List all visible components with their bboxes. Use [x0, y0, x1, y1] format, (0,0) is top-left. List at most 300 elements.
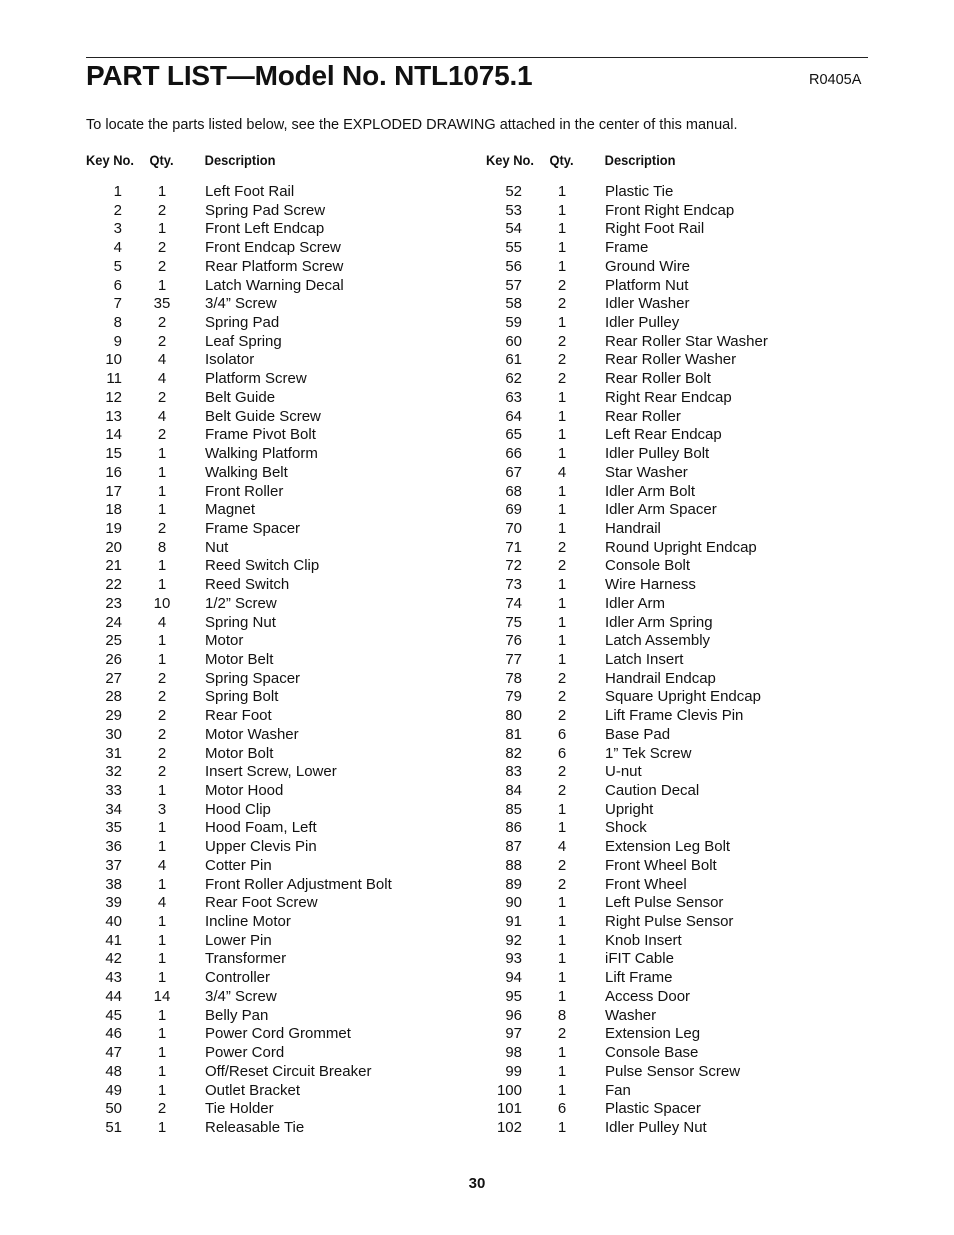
part-qty: 1: [157, 838, 167, 856]
part-key-no: 34: [105, 800, 122, 818]
part-qty: 1: [157, 913, 167, 931]
part-qty: 6: [557, 744, 567, 762]
part-key-no: 22: [105, 576, 122, 594]
part-description: Idler Pulley Nut: [605, 1118, 707, 1136]
part-qty: 2: [157, 388, 167, 406]
part-key-no: 46: [105, 1025, 122, 1043]
part-key-no: 90: [505, 894, 522, 912]
part-qty: 1: [557, 819, 567, 837]
part-description: Spring Nut: [205, 613, 276, 631]
part-key-no: 73: [505, 576, 522, 594]
part-description: Right Rear Endcap: [605, 388, 732, 406]
part-qty: 1: [557, 613, 567, 631]
part-key-no: 21: [105, 557, 122, 575]
part-key-no: 49: [105, 1081, 122, 1099]
part-qty: 2: [557, 332, 567, 350]
part-description: Motor Washer: [205, 725, 299, 743]
part-description: Handrail Endcap: [605, 669, 716, 687]
part-key-no: 53: [505, 201, 522, 219]
part-description: Rear Roller: [605, 407, 681, 425]
part-description: Isolator: [205, 351, 255, 369]
part-key-no: 52: [505, 183, 522, 200]
part-qty: 1: [557, 388, 567, 406]
part-description: Belt Guide Screw: [205, 407, 321, 425]
part-qty: 1: [157, 220, 167, 238]
part-description: Pulse Sensor Screw: [605, 1062, 741, 1080]
part-key-no: 17: [105, 482, 122, 500]
part-key-no: 63: [505, 388, 522, 406]
part-qty: 1: [557, 314, 567, 332]
part-qty: 4: [157, 370, 167, 388]
part-description: Round Upright Endcap: [605, 538, 757, 556]
part-key-no: 25: [105, 632, 122, 650]
part-qty: 1: [157, 183, 167, 200]
part-key-no: 58: [505, 295, 522, 313]
part-description: Motor: [205, 632, 244, 650]
part-description: Idler Washer: [605, 295, 690, 313]
part-qty: 1: [557, 519, 567, 537]
part-key-no: 94: [505, 969, 522, 987]
part-description: U-nut: [605, 763, 642, 781]
part-key-no: 36: [105, 838, 122, 856]
part-key-no: 76: [505, 632, 522, 650]
part-key-no: 35: [105, 819, 122, 837]
part-description: Walking Belt: [205, 463, 288, 481]
part-description: Upper Clevis Pin: [205, 838, 317, 856]
part-description: Front Roller Adjustment Bolt: [205, 875, 392, 893]
part-key-no: 89: [505, 875, 522, 893]
part-qty: 1: [157, 463, 167, 481]
part-key-no: 62: [505, 370, 522, 388]
part-key-no: 50: [105, 1100, 122, 1118]
part-description: Motor Belt: [205, 650, 274, 668]
part-key-no: 82: [505, 744, 522, 762]
part-key-no: 43: [105, 969, 122, 987]
part-description: Lift Frame: [605, 969, 673, 987]
part-key-no: 66: [505, 445, 522, 463]
header-key-no: Key No.: [86, 152, 134, 168]
part-description: Latch Assembly: [605, 632, 711, 650]
part-qty: 1: [157, 931, 167, 949]
part-key-no: 4: [113, 239, 122, 257]
part-description: Front Endcap Screw: [205, 239, 341, 257]
part-key-no: 70: [505, 519, 522, 537]
part-qty: 2: [157, 426, 167, 444]
part-qty: 2: [157, 239, 167, 257]
part-key-no: 8: [113, 314, 122, 332]
part-qty: 1: [557, 632, 567, 650]
part-qty: 2: [557, 538, 567, 556]
table-header: [486, 152, 872, 171]
part-key-no: 71: [505, 538, 522, 556]
part-description: 1/2” Screw: [205, 594, 277, 612]
part-qty: 1: [557, 987, 567, 1005]
page-title: PART LIST—Model No. NTL1075.1: [86, 60, 533, 91]
part-description: Transformer: [205, 950, 287, 968]
part-key-no: 97: [505, 1025, 522, 1043]
part-key-no: 61: [505, 351, 522, 369]
part-description: Shock: [605, 819, 647, 837]
part-key-no: 79: [505, 688, 522, 706]
header-description: Description: [204, 152, 276, 168]
part-qty: 1: [157, 950, 167, 968]
part-qty: 1: [557, 913, 567, 931]
part-key-no: 85: [505, 800, 522, 818]
part-qty: 2: [557, 351, 567, 369]
part-description: Caution Decal: [605, 782, 700, 799]
part-qty: 8: [557, 1006, 567, 1024]
part-qty: 1: [557, 650, 567, 668]
part-description: Left Pulse Sensor: [605, 894, 724, 912]
part-key-no: 38: [105, 875, 122, 893]
part-key-no: 40: [105, 913, 122, 931]
part-key-no: 44: [105, 987, 122, 1005]
part-qty: 1: [157, 1081, 167, 1099]
part-description: Front Roller: [205, 482, 284, 500]
part-description: Off/Reset Circuit Breaker: [205, 1062, 372, 1080]
part-qty: 1: [557, 969, 567, 987]
part-key-no: 30: [105, 725, 122, 743]
part-key-no: 56: [505, 257, 522, 275]
part-qty: 1: [557, 239, 567, 257]
part-description: Magnet: [205, 501, 256, 519]
part-key-no: 39: [105, 894, 122, 912]
part-key-no: 28: [105, 688, 122, 706]
part-description: Washer: [605, 1006, 657, 1024]
part-qty: 2: [557, 669, 567, 687]
part-description: Idler Pulley Bolt: [605, 445, 710, 463]
part-description: Rear Roller Washer: [605, 351, 737, 369]
part-description: Upright: [605, 800, 654, 818]
part-description: Reed Switch: [205, 576, 290, 594]
part-description: Walking Platform: [205, 445, 318, 463]
part-key-no: 59: [505, 314, 522, 332]
part-description: Incline Motor: [205, 913, 291, 931]
part-qty: 1: [157, 1118, 167, 1136]
part-qty: 2: [157, 763, 167, 781]
part-key-no: 80: [505, 707, 522, 725]
part-description: Frame: [605, 239, 649, 257]
part-qty: 2: [557, 856, 567, 874]
part-description: Latch Warning Decal: [205, 276, 344, 294]
part-key-no: 3: [113, 220, 122, 238]
part-qty: 4: [557, 838, 567, 856]
part-description: Square Upright Endcap: [605, 688, 761, 706]
part-qty: 1: [557, 576, 567, 594]
part-qty: 1: [557, 257, 567, 275]
part-key-no: 95: [505, 987, 522, 1005]
part-qty: 1: [157, 1025, 167, 1043]
part-qty: 1: [157, 576, 167, 594]
document-code: R0405A: [809, 72, 862, 88]
intro-text: To locate the parts listed below, see the EXPLODED DRAWING attached in the center of this manual.: [86, 117, 738, 133]
part-qty: 14: [153, 987, 171, 1005]
part-qty: 1: [557, 183, 567, 200]
part-description: Cotter Pin: [205, 856, 272, 874]
part-key-no: 87: [505, 838, 522, 856]
part-key-no: 23: [105, 594, 122, 612]
part-key-no: 96: [505, 1006, 522, 1024]
part-qty: 1: [157, 276, 167, 294]
part-qty: 8: [157, 538, 167, 556]
part-description: Rear Foot: [205, 707, 272, 725]
part-description: 3/4” Screw: [205, 987, 277, 1005]
part-description: Wire Harness: [605, 576, 696, 594]
part-qty: 1: [557, 1081, 567, 1099]
part-description: Hood Clip: [205, 800, 271, 818]
part-key-no: 88: [505, 856, 522, 874]
part-key-no: 31: [105, 744, 122, 762]
part-key-no: 101: [496, 1100, 522, 1118]
part-description: Tie Holder: [205, 1100, 274, 1118]
part-description: Spring Pad Screw: [205, 201, 326, 219]
part-qty: 1: [557, 201, 567, 219]
part-qty: 1: [557, 894, 567, 912]
part-key-no: 24: [105, 613, 122, 631]
part-description: Left Foot Rail: [205, 183, 295, 200]
part-description: Rear Foot Screw: [205, 894, 318, 912]
part-description: Controller: [205, 969, 271, 987]
part-description: Base Pad: [605, 725, 671, 743]
part-key-no: 10: [105, 351, 122, 369]
part-key-no: 77: [505, 650, 522, 668]
part-description: Releasable Tie: [205, 1118, 305, 1136]
part-key-no: 86: [505, 819, 522, 837]
header-qty: Qty.: [549, 152, 574, 168]
part-key-no: 100: [496, 1081, 522, 1099]
part-description: Idler Arm Bolt: [605, 482, 696, 500]
part-description: Lower Pin: [205, 931, 272, 949]
part-qty: 1: [157, 1062, 167, 1080]
part-qty: 1: [157, 650, 167, 668]
part-key-no: 64: [505, 407, 522, 425]
part-qty: 6: [557, 725, 567, 743]
part-key-no: 84: [505, 782, 522, 799]
part-description: Power Cord: [205, 1044, 285, 1062]
part-key-no: 65: [505, 426, 522, 444]
part-qty: 1: [557, 800, 567, 818]
part-key-no: 67: [505, 463, 522, 481]
part-description: Platform Nut: [605, 276, 689, 294]
part-description: Left Rear Endcap: [605, 426, 722, 444]
part-qty: 2: [157, 1100, 167, 1118]
part-description: Spring Pad: [205, 314, 280, 332]
part-qty: 1: [557, 931, 567, 949]
part-description: Fan: [605, 1081, 631, 1099]
part-key-no: 42: [105, 950, 122, 968]
part-qty: 4: [157, 613, 167, 631]
part-description: Idler Arm: [605, 594, 666, 612]
part-key-no: 45: [105, 1006, 122, 1024]
part-qty: 2: [557, 782, 567, 799]
part-key-no: 75: [505, 613, 522, 631]
part-description: Front Wheel Bolt: [605, 856, 717, 874]
part-description: Rear Roller Bolt: [605, 370, 711, 388]
part-key-no: 99: [505, 1062, 522, 1080]
part-description: Frame Spacer: [205, 519, 301, 537]
part-qty: 6: [557, 1100, 567, 1118]
part-key-no: 91: [505, 913, 522, 931]
part-description: Right Pulse Sensor: [605, 913, 734, 931]
part-description: Idler Arm Spacer: [605, 501, 717, 519]
part-qty: 2: [157, 725, 167, 743]
part-qty: 1: [557, 220, 567, 238]
part-qty: 1: [557, 1118, 567, 1136]
part-key-no: 48: [105, 1062, 122, 1080]
part-key-no: 72: [505, 557, 522, 575]
part-qty: 4: [157, 856, 167, 874]
part-description: Front Left Endcap: [205, 220, 325, 238]
part-key-no: 16: [105, 463, 122, 481]
header-key-no: Key No.: [486, 152, 534, 168]
part-qty: 4: [557, 463, 567, 481]
part-description: Idler Arm Spring: [605, 613, 713, 631]
part-qty: 2: [157, 201, 167, 219]
part-description: 1” Tek Screw: [605, 744, 692, 762]
part-description: Front Right Endcap: [605, 201, 735, 219]
part-key-no: 13: [105, 407, 122, 425]
part-description: Extension Leg Bolt: [605, 838, 731, 856]
part-description: Motor Hood: [205, 782, 284, 799]
part-key-no: 26: [105, 650, 122, 668]
part-key-no: 15: [105, 445, 122, 463]
part-key-no: 19: [105, 519, 122, 537]
part-key-no: 1: [113, 183, 122, 200]
part-key-no: 11: [106, 370, 122, 388]
part-key-no: 102: [496, 1118, 522, 1136]
part-description: 3/4” Screw: [205, 295, 277, 313]
part-description: Spring Bolt: [205, 688, 279, 706]
part-key-no: 32: [105, 763, 122, 781]
part-key-no: 54: [505, 220, 522, 238]
part-description: Extension Leg: [605, 1025, 701, 1043]
part-key-no: 12: [105, 388, 122, 406]
part-qty: 1: [157, 557, 167, 575]
part-qty: 1: [157, 501, 167, 519]
part-description: Leaf Spring: [205, 332, 282, 350]
part-qty: 2: [157, 257, 167, 275]
part-qty: 1: [557, 482, 567, 500]
part-description: Reed Switch Clip: [205, 557, 320, 575]
part-qty: 1: [557, 594, 567, 612]
part-description: Spring Spacer: [205, 669, 301, 687]
part-key-no: 92: [505, 931, 522, 949]
part-description: Power Cord Grommet: [205, 1025, 351, 1043]
part-qty: 2: [557, 557, 567, 575]
part-key-no: 2: [113, 201, 122, 219]
part-key-no: 14: [105, 426, 122, 444]
part-key-no: 55: [505, 239, 522, 257]
part-key-no: 20: [105, 538, 122, 556]
part-description: Idler Pulley: [605, 314, 680, 332]
part-qty: 10: [153, 594, 171, 612]
part-qty: 2: [557, 688, 567, 706]
part-qty: 1: [157, 1044, 167, 1062]
part-key-no: 68: [505, 482, 522, 500]
part-qty: 2: [157, 314, 167, 332]
part-qty: 3: [157, 800, 167, 818]
part-key-no: 41: [105, 931, 122, 949]
part-description: Motor Bolt: [205, 744, 274, 762]
part-qty: 1: [157, 445, 167, 463]
table-header: [86, 152, 472, 171]
part-qty: 1: [157, 482, 167, 500]
part-key-no: 33: [105, 782, 122, 799]
part-qty: 2: [557, 1025, 567, 1043]
part-qty: 1: [157, 782, 167, 799]
part-description: Platform Screw: [205, 370, 307, 388]
part-key-no: 74: [505, 594, 522, 612]
part-key-no: 51: [105, 1118, 122, 1136]
part-qty: 2: [557, 763, 567, 781]
part-description: Knob Insert: [605, 931, 682, 949]
part-qty: 4: [157, 407, 167, 425]
part-qty: 1: [557, 501, 567, 519]
part-qty: 1: [157, 875, 167, 893]
part-qty: 1: [157, 819, 167, 837]
part-qty: 4: [157, 351, 167, 369]
part-key-no: 37: [105, 856, 122, 874]
part-qty: 1: [157, 969, 167, 987]
part-qty: 2: [557, 707, 567, 725]
part-description: Belt Guide: [205, 388, 276, 406]
part-qty: 2: [557, 295, 567, 313]
part-qty: 35: [153, 295, 171, 313]
part-key-no: 27: [105, 669, 122, 687]
part-qty: 1: [557, 1044, 567, 1062]
part-key-no: 18: [105, 501, 122, 519]
part-qty: 2: [157, 332, 167, 350]
part-description: Right Foot Rail: [605, 220, 705, 238]
part-qty: 2: [557, 276, 567, 294]
part-qty: 1: [557, 426, 567, 444]
header-qty: Qty.: [149, 152, 174, 168]
part-key-no: 7: [113, 295, 122, 313]
part-qty: 1: [557, 445, 567, 463]
part-qty: 4: [157, 894, 167, 912]
part-qty: 2: [557, 370, 567, 388]
part-description: Insert Screw, Lower: [205, 763, 337, 781]
part-description: Front Wheel: [605, 875, 687, 893]
part-qty: 1: [557, 407, 567, 425]
part-key-no: 98: [505, 1044, 522, 1062]
parts-table-right: [486, 152, 906, 1136]
part-key-no: 81: [505, 725, 522, 743]
part-key-no: 5: [113, 257, 122, 275]
part-qty: 2: [157, 519, 167, 537]
part-description: Lift Frame Clevis Pin: [605, 707, 744, 725]
part-description: Outlet Bracket: [205, 1081, 301, 1099]
part-description: Console Base: [605, 1044, 699, 1062]
part-description: Console Bolt: [605, 557, 691, 575]
part-qty: 2: [157, 707, 167, 725]
part-key-no: 9: [113, 332, 122, 350]
part-qty: 2: [557, 875, 567, 893]
part-key-no: 69: [505, 501, 522, 519]
part-description: Hood Foam, Left: [205, 819, 317, 837]
part-description: Belly Pan: [205, 1006, 269, 1024]
part-description: Rear Platform Screw: [205, 257, 344, 275]
part-key-no: 6: [113, 276, 122, 294]
part-description: Frame Pivot Bolt: [205, 426, 316, 444]
page-number: 30: [468, 1175, 486, 1192]
part-description: Nut: [205, 538, 229, 556]
header-description: Description: [604, 152, 676, 168]
part-key-no: 29: [105, 707, 122, 725]
part-description: Plastic Tie: [605, 183, 674, 200]
part-description: Access Door: [605, 987, 691, 1005]
part-qty: 1: [557, 950, 567, 968]
